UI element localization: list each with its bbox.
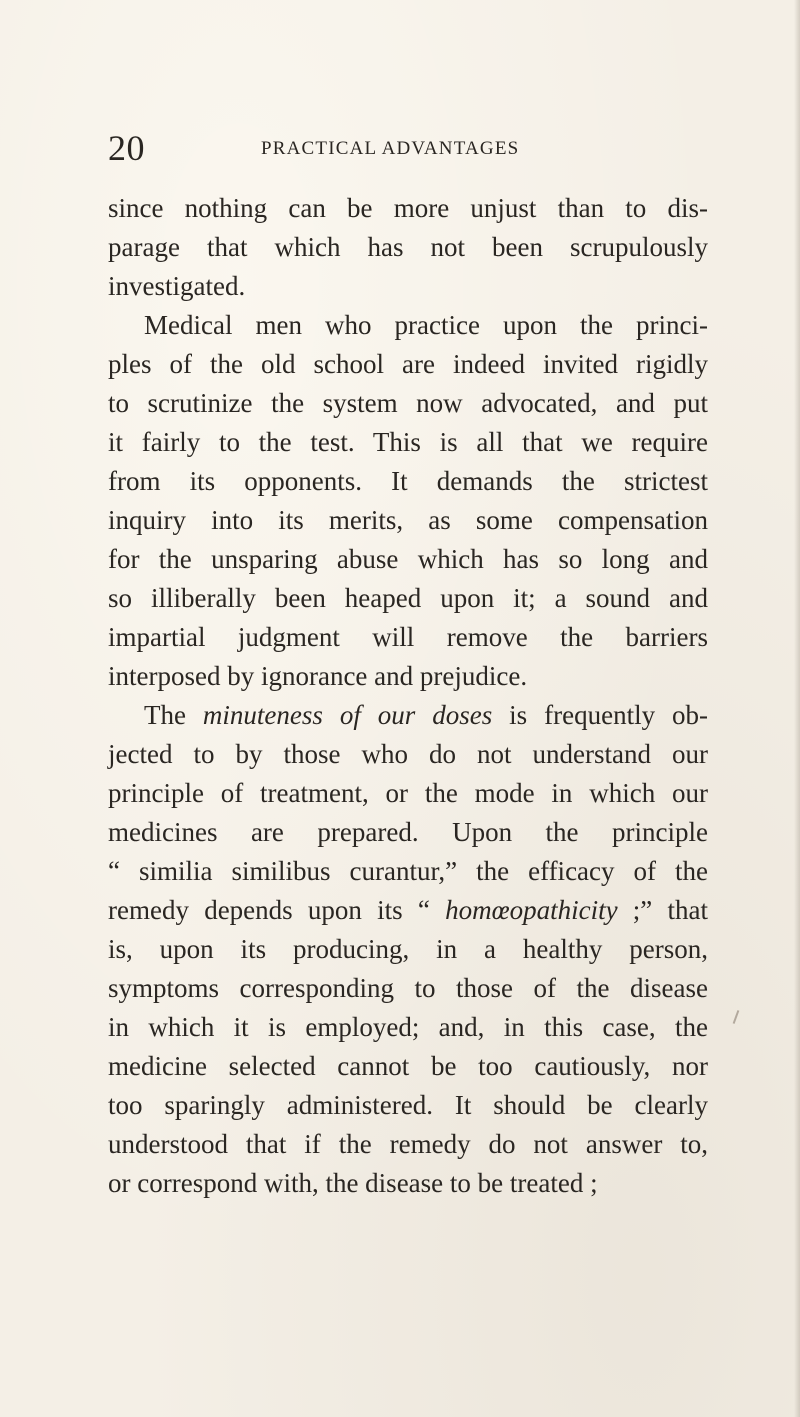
text-line: interposed by ignorance and prejudice. <box>108 661 528 691</box>
running-head: PRACTICAL ADVANTAGES <box>261 138 520 159</box>
page-number: 20 <box>108 128 145 168</box>
text-line: or correspond with, the disease to be treated ; <box>108 1168 598 1198</box>
text-line: medicines are prepared. Upon the principle <box>108 817 708 847</box>
emphasis-run: minuteness of our doses <box>202 700 493 730</box>
text-line <box>108 891 708 930</box>
text-line: from its opponents. It demands the strictest <box>108 466 708 496</box>
text-line: investigated. <box>108 271 246 301</box>
text-line: in which it is employed; and, in this case, the <box>108 1012 708 1042</box>
page-edge-shadow <box>794 0 800 1417</box>
text-line: symptoms corresponding to those of the disease <box>108 973 708 1003</box>
text-line: “ similia similibus curantur,” the efficacy of the <box>108 856 708 886</box>
text-run: ;” that <box>617 895 708 925</box>
text-run: is frequently ob- <box>492 700 708 730</box>
text-line: medicine selected cannot be too cautiously, nor <box>108 1051 708 1081</box>
text-run: The <box>144 700 203 730</box>
text-line: jected to by those who do not understand our <box>108 739 708 769</box>
text-line: principle of treatment, or the mode in which our <box>108 778 708 808</box>
text-line: it fairly to the test. This is all that we require <box>108 427 708 457</box>
text-run: remedy depends upon its “ <box>108 895 446 925</box>
text-line: inquiry into its merits, as some compensation <box>108 505 708 535</box>
text-line: to scrutinize the system now advocated, and put <box>108 388 708 418</box>
text-line: for the unsparing abuse which has so long and <box>108 544 708 574</box>
margin-mark <box>733 1010 740 1024</box>
text-line: so illiberally been heaped upon it; a sound and <box>108 583 708 613</box>
page-header <box>108 128 708 168</box>
emphasis-run: homœopathicity <box>445 895 618 925</box>
text-line: too sparingly administered. It should be clearly <box>108 1090 708 1120</box>
text-line: impartial judgment will remove the barriers <box>108 622 708 652</box>
text-line: ples of the old school are indeed invited rigidly <box>108 349 708 379</box>
text-line: Medical men who practice upon the princi- <box>144 310 708 340</box>
text-line <box>108 696 708 735</box>
text-line: is, upon its producing, in a healthy person, <box>108 934 708 964</box>
body-text <box>108 189 708 1203</box>
text-line: since nothing can be more unjust than to dis- <box>108 193 708 223</box>
text-line: understood that if the remedy do not answer to, <box>108 1129 708 1159</box>
text-line: parage that which has not been scrupulously <box>108 232 708 262</box>
